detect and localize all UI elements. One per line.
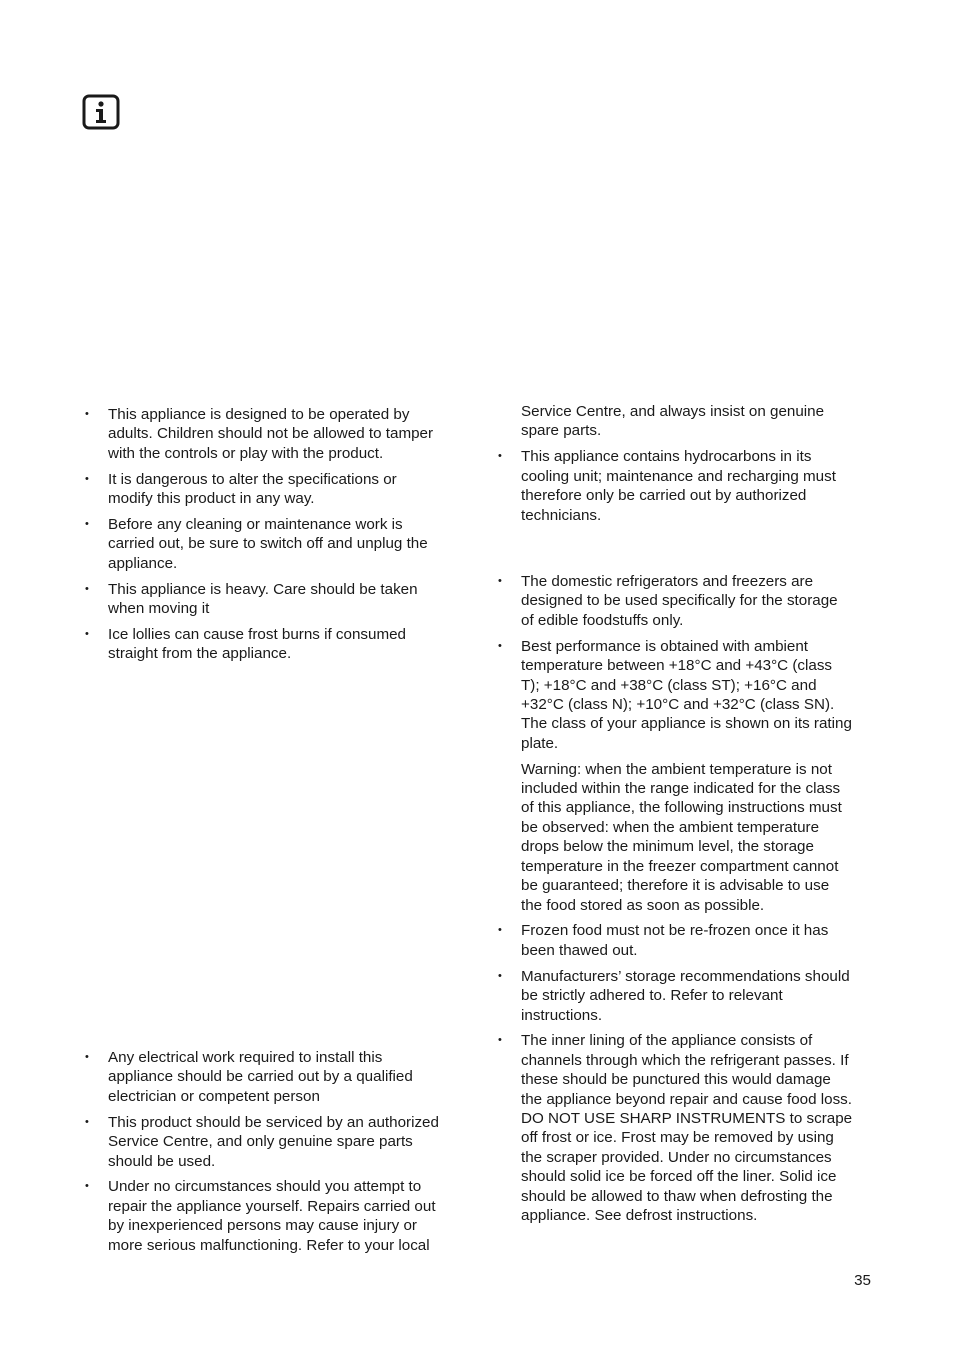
list-item: • Ice lollies can cause frost burns if consumed straight from the appliance.	[85, 626, 406, 663]
list-item: • This appliance is heavy. Care should be taken when moving it	[85, 580, 418, 618]
list-item: • It is dangerous to alter the specifications or modify this product in any way.	[85, 470, 397, 508]
list-item: • Manufacturers’ storage recommendations should be strictly adhered to. Refer to relevant instructions.	[498, 967, 850, 1024]
list-item: • Best performance is obtained with ambient temperature between +18°C and +43°C (class T); +18°C and +38°C (class ST); +16°C and +32°C (class N); +10°C and +32°C (class SN). The class of your appliance is shown on its rating plate.	[498, 637, 852, 752]
page-number: 35	[854, 1272, 871, 1289]
list-item: • The domestic refrigerators and freezers are designed to be used specifically for the storage of edible foodstuffs only.	[498, 573, 838, 629]
list-item: • Any electrical work required to install this appliance should be carried out by a qualified electrician or competent person	[85, 1049, 413, 1105]
info-icon	[82, 94, 120, 130]
list-item: • The inner lining of the appliance consists of channels through which the refrigerant passes. If these should be punctured this would damage the appliance beyond repair and cause food loss. DO NOT USE SHARP INSTRUMENTS to scrape off frost or ice. Frost may be removed by using the scraper provided. Under no circumstances should solid ice be forced off the liner. Solid ice should be allowed to thaw when defrosting the appliance. See defrost instructions.	[498, 1032, 853, 1225]
list-item: • Under no circumstances should you attempt to repair the appliance yourself. Repairs carried out by inexperienced persons may cause injury or more serious malfunctioning. Refer to your local	[85, 1178, 436, 1254]
right-service-continuation	[498, 402, 854, 531]
left-service-list	[85, 1048, 441, 1262]
list-item: • This product should be serviced by an authorized Service Centre, and only genuine spare parts should be used.	[85, 1113, 439, 1170]
left-safety-list	[85, 405, 441, 670]
list-item: • Before any cleaning or maintenance work is carried out, be sure to switch off and unplug the appliance.	[85, 516, 428, 572]
list-item: • This appliance is designed to be operated by adults. Children should not be allowed to tamper with the controls or play with the product.	[85, 406, 434, 462]
right-usage-list	[498, 572, 854, 1232]
warning-text: Warning: when the ambient temperature is not included within the range indicated for the class of this appliance, the following instructions must be observed: when the ambient temperature drops below the minimum level, the storage temperature in the freezer compartment cannot be guaranteed; therefore it is advisable to use the food stored as soon as possible.	[521, 760, 842, 914]
list-item: • This appliance contains hydrocarbons in its cooling unit; maintenance and recharging must therefore only be carried out by authorized technicians.	[498, 448, 836, 524]
list-item: • Frozen food must not be re-frozen once it has been thawed out.	[498, 922, 829, 959]
continued-text: Service Centre, and always insist on genuine spare parts.	[521, 403, 825, 440]
